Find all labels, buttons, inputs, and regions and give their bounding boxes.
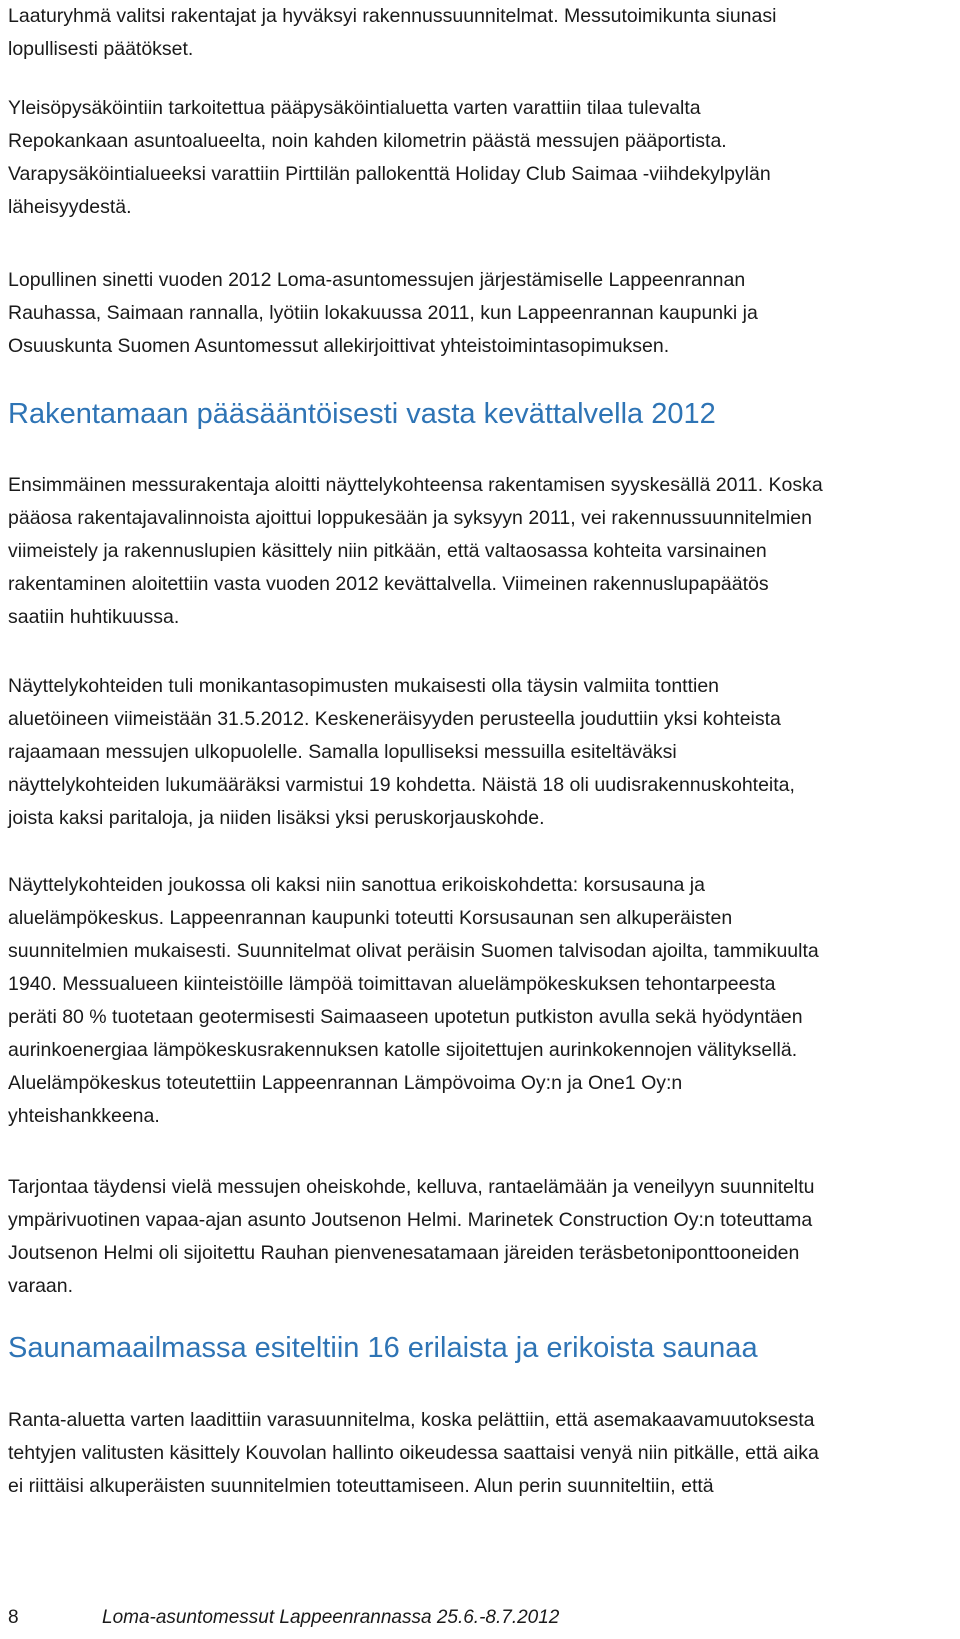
paragraph-pysakointi [8, 92, 771, 224]
paragraph-joutsenon-helmi [8, 1171, 815, 1303]
text-line: joista kaksi paritaloja, ja niiden lisäksi yksi peruskorjauskohde. [8, 807, 545, 829]
paragraph-nayttelykohteet [8, 670, 795, 835]
paragraph-sinetti [8, 264, 758, 363]
text-line: yhteishankkeena. [8, 1105, 160, 1127]
footer-title: Loma-asuntomessut Lappeenrannassa 25.6.-8.7.2012 [102, 1607, 560, 1628]
text-line: aluetöineen viimeistään 31.5.2012. Keskeneräisyyden perusteella jouduttiin yksi kohteista [8, 708, 781, 730]
text-line: ympärivuotinen vapaa-ajan asunto Joutsenon Helmi. Marinetek Construction Oy:n toteuttama [8, 1209, 813, 1231]
text-line: Tarjontaa täydensi vielä messujen oheiskohde, kelluva, rantaelämään ja veneilyyn suunniteltu [8, 1176, 815, 1198]
page-number: 8 [8, 1607, 19, 1628]
text-line: aluelämpökeskus. Lappeenrannan kaupunki toteutti Korsusaunan sen alkuperäisten [8, 907, 733, 929]
text-line: peräti 80 % tuotetaan geotermisesti Saimaaseen upotetun putkiston avulla sekä hyödyntäen [8, 1006, 803, 1028]
text-line: rakentaminen aloitettiin vasta vuoden 2012 kevättalvella. Viimeinen rakennuslupapäätös [8, 573, 769, 595]
text-line: Varapysäköintialueeksi varattiin Pirttilän pallokenttä Holiday Club Saimaa -viihdekylpylän [8, 163, 771, 185]
text-line: pääosa rakentajavalinnoista ajoittui loppukesään ja syksyyn 2011, vei rakennussuunnitelmien [8, 507, 812, 529]
text-line: näyttelykohteiden lukumääräksi varmistui 19 kohdetta. Näistä 18 oli uudisrakennuskohteita, [8, 774, 795, 796]
text-line: Aluelämpökeskus toteutettiin Lappeenrannan Lämpövoima Oy:n ja One1 Oy:n [8, 1072, 683, 1094]
paragraph-ensimmainen [8, 469, 823, 634]
text-line: suunnitelmien mukaisesti. Suunnitelmat olivat peräisin Suomen talvisodan ajoilta, tammikuulta [8, 940, 819, 962]
text-line: 1940. Messualueen kiinteistöille lämpöä toimittavan aluelämpökeskuksen tehontarpeesta [8, 973, 776, 995]
text-line: varaan. [8, 1275, 74, 1297]
paragraph-rakentajat [8, 0, 776, 66]
text-line: rajaamaan messujen ulkopuolelle. Samalla lopulliseksi messuilla esiteltäväksi [8, 741, 677, 763]
section-heading-saunamaailma: Saunamaailmassa esiteltiin 16 erilaista ja erikoista saunaa [8, 1332, 758, 1364]
text-line: läheisyydestä. [8, 196, 132, 218]
paragraph-erikoiskohteet [8, 869, 819, 1133]
text-line: Rauhassa, Saimaan rannalla, lyötiin lokakuussa 2011, kun Lappeenrannan kaupunki ja [8, 302, 758, 324]
text-line: tehtyjen valitusten käsittely Kouvolan hallinto oikeudessa saattaisi venyä niin pitkälle, että aika [8, 1442, 819, 1464]
text-line: Näyttelykohteiden tuli monikantasopimusten mukaisesti olla täysin valmiita tonttien [8, 675, 720, 697]
text-line: lopullisesti päätökset. [8, 38, 194, 60]
text-line: Repokankaan asuntoalueelta, noin kahden kilometrin päästä messujen pääportista. [8, 130, 727, 152]
text-line: Ranta-aluetta varten laadittiin varasuunnitelma, koska pelättiin, että asemakaavamuutoksesta [8, 1409, 815, 1431]
text-line: Joutsenon Helmi oli sijoitettu Rauhan pienvenesatamaan järeiden teräsbetoniponttooneiden [8, 1242, 800, 1264]
text-line: ei riittäisi alkuperäisten suunnitelmien toteuttamiseen. Alun perin suunniteltiin, että [8, 1475, 714, 1497]
text-line: viimeistely ja rakennuslupien käsittely niin pitkään, että valtaosassa kohteita varsinainen [8, 540, 767, 562]
text-line: Lopullinen sinetti vuoden 2012 Loma-asuntomessujen järjestämiselle Lappeenrannan [8, 269, 746, 291]
text-line: Laaturyhmä valitsi rakentajat ja hyväksyi rakennussuunnitelmat. Messutoimikunta siunasi [8, 5, 777, 27]
text-line: Osuuskunta Suomen Asuntomessut allekirjoittivat yhteistoimintasopimuksen. [8, 335, 670, 357]
text-line: Näyttelykohteiden joukossa oli kaksi niin sanottua erikoiskohdetta: korsusauna ja [8, 874, 705, 896]
paragraph-ranta-alue [8, 1404, 819, 1503]
text-line: aurinkoenergiaa lämpökeskusrakennuksen katolle sijoitettujen aurinkokennojen välityksellä. [8, 1039, 798, 1061]
page-footer [8, 1605, 559, 1631]
section-heading-rakentamaan: Rakentamaan pääsääntöisesti vasta kevättalvella 2012 [8, 398, 716, 430]
text-line: Yleisöpysäköintiin tarkoitettua pääpysäköintialuetta varten varattiin tilaa tulevalta [8, 97, 701, 119]
text-line: saatiin huhtikuussa. [8, 606, 180, 628]
text-line: Ensimmäinen messurakentaja aloitti näyttelykohteensa rakentamisen syyskesällä 2011. Koska [8, 474, 823, 496]
